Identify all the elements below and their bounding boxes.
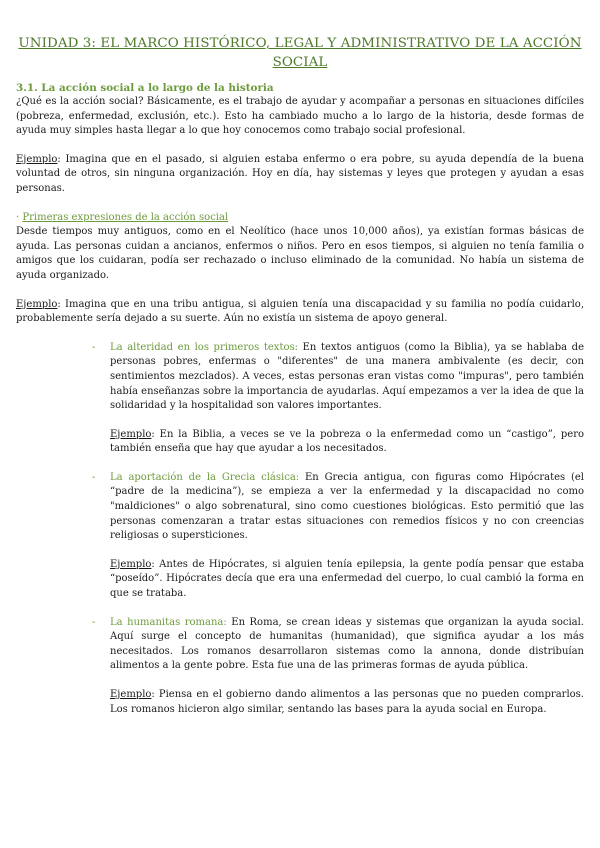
list-item-body: En Grecia antigua, con figuras como Hipócrates (el “padre de la medicina”), se empieza a ver la enfermedad y la discapacidad no como "maldiciones" o algo sobrenatural, sino como cuestiones biológicas. Esto permitió que las personas comenzaran a tratar estas situaciones con remedios físicos y no con creencias religiosas o supersticiones. [110, 471, 584, 542]
subsection-heading-label: Primeras expresiones de la acción social [22, 211, 229, 223]
list-item-lead: La alteridad en los primeros textos: [110, 341, 298, 353]
example-text: : En la Biblia, a veces se ve la pobreza o la enfermedad como un “castigo”, pero también enseña que hay que ayudar a los necesitados. [110, 428, 584, 455]
bullet-icon: · [16, 211, 20, 223]
example-text: : Piensa en el gobierno dando alimentos a las personas que no pueden comprarlos. Los romanos hicieron algo similar, sentando las bases para la ayuda social en Europa. [110, 689, 584, 715]
list-item [16, 471, 584, 602]
example-text: : Imagina que en el pasado, si alguien estaba enfermo o era pobre, su ayuda dependía de la buena voluntad de otros, sin ninguna organización. Hoy en día, hay sistemas y leyes que protegen y ayudan a esas personas. [16, 153, 584, 194]
list-item-example [110, 428, 584, 457]
example-label: Ejemplo [16, 298, 58, 310]
list-item-body: En Roma, se crean ideas y sistemas que organizan la ayuda social. Aquí surge el concepto de humanitas (humanidad), que significa ayudar a los más necesitados. Los romanos desarrollaron sistemas como la annona, donde distribuían alimentos a la gente pobre. Esta fue una de las primeras formas de ayuda pública. [110, 616, 584, 672]
example-label: Ejemplo [110, 689, 152, 700]
list-item [16, 616, 584, 718]
history-list [16, 341, 584, 717]
list-item-text [110, 471, 584, 544]
list-item-text [110, 341, 584, 414]
dash-bullet: - [92, 616, 96, 628]
list-item [16, 341, 584, 457]
list-item-body: En textos antiguos (como la Biblia), ya se hablaba de personas pobres, enfermas o "diferentes" de una manera ambivalente (es decir, con sentimientos mezclados). A veces, estas personas eran vistas como "impuras", pero también había enseñanzas sobre la importancia de ayudarlas. Aquí empezamos a ver la idea de que la solidaridad y la hospitalidad son valores importantes. [110, 341, 584, 412]
example-text: : Antes de Hipócrates, si alguien tenía epilepsia, la gente podía pensar que estaba “poseído”. Hipócrates decía que era una enfermedad del cuerpo, lo cual cambió la forma en que se trataba. [110, 558, 584, 600]
subsection-text: Desde tiempos muy antiguos, como en el Neolítico (hace unos 10,000 años), ya existían formas básicas de ayuda. Las personas cuidan a ancianos, enfermos o niños. Pero en esos tiempos, si alguien no tenía familia o amigos que los cuidaran, podía ser rechazado o incluso eliminado de la comunidad. No había un sistema de ayuda organizado. [16, 226, 584, 281]
subsection-example [16, 298, 584, 327]
dash-bullet: - [92, 471, 96, 483]
page-title: UNIDAD 3: EL MARCO HISTÓRICO, LEGAL Y ADMINISTRATIVO DE LA ACCIÓN SOCIAL [18, 36, 582, 70]
example-label: Ejemplo [16, 153, 58, 165]
example-text: : Imagina que en una tribu antigua, si alguien tenía una discapacidad y su familia no podía cuidarlo, probablemente sería dejado a su suerte. Aún no existía un sistema de apoyo general. [16, 298, 584, 325]
list-item-text [110, 616, 584, 674]
list-item-example [110, 558, 584, 602]
example-label: Ejemplo [110, 558, 152, 570]
list-item-lead: La aportación de la Grecia clásica: [110, 471, 300, 483]
section-example [16, 153, 584, 197]
dash-bullet: - [92, 341, 96, 353]
example-label: Ejemplo [110, 428, 152, 440]
section-intro: ¿Qué es la acción social? Básicamente, es el trabajo de ayudar y acompañar a personas en situaciones difíciles (pobreza, enfermedad, exclusión, etc.). Esto ha cambiado mucho a lo largo de la historia, desde formas de ayuda muy simples hasta llegar a lo que hoy conocemos como trabajo social profesional. [16, 96, 584, 137]
list-item-example [110, 688, 584, 717]
section-heading: 3.1. La acción social a lo largo de la historia [16, 82, 274, 94]
list-item-lead: La humanitas romana: [110, 616, 227, 628]
subsection-heading [16, 211, 584, 226]
